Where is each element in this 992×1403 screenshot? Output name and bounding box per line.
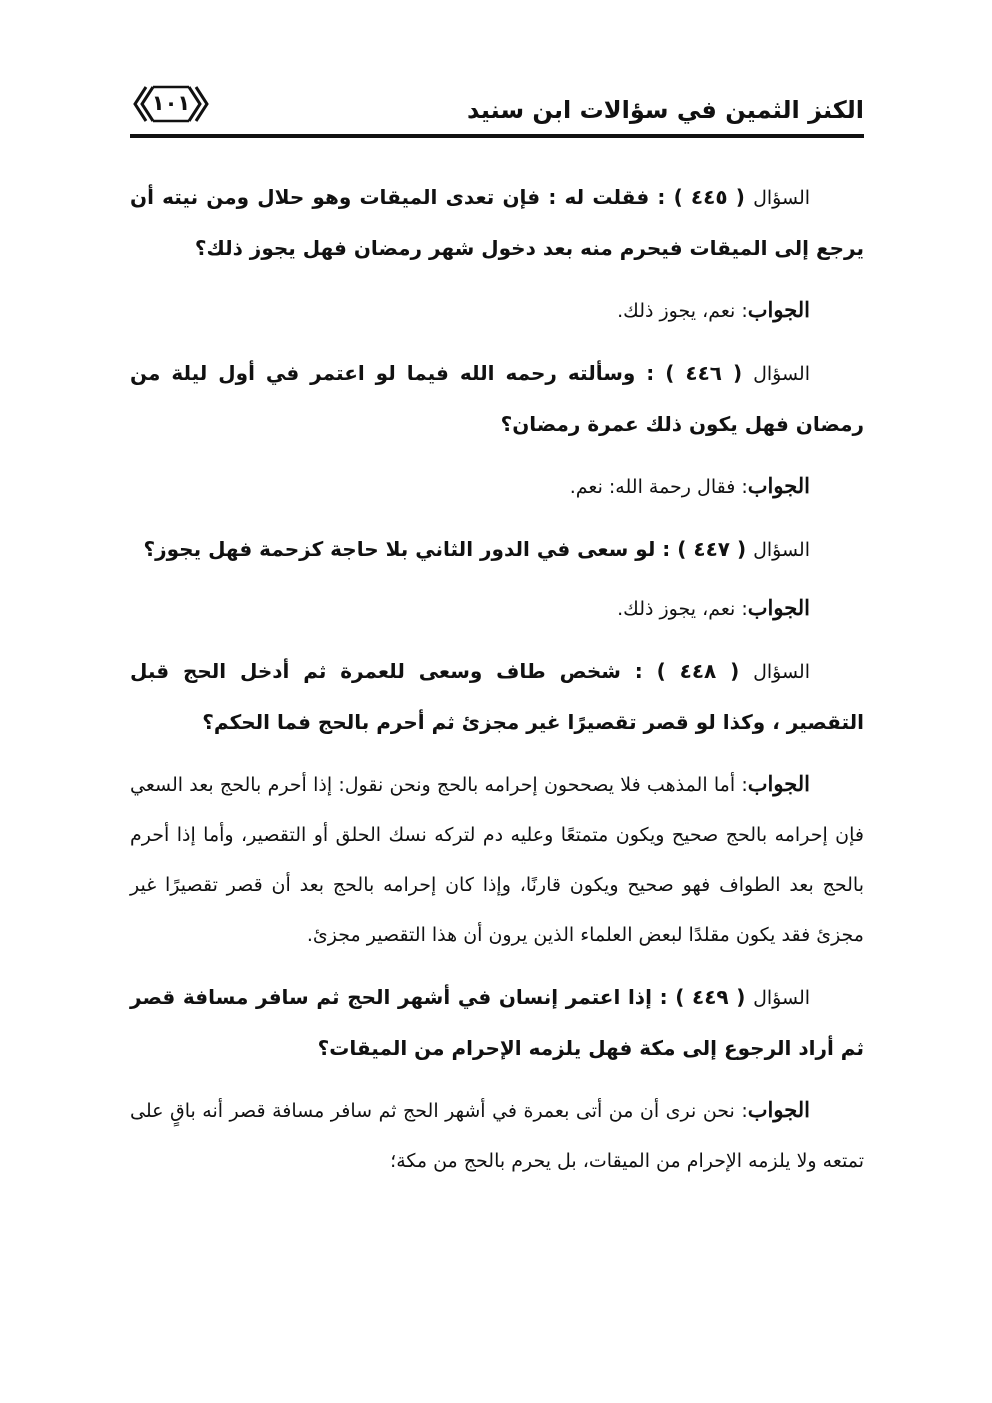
question-number: ( ٤٤٦ ) : [646, 361, 743, 385]
answer-text: : نعم، يجوز ذلك. [617, 598, 748, 620]
question-text: شخص طاف وسعى للعمرة ثم أدخل الحج قبل التقصير ، وكذا لو قصر تقصيرًا غير مجزئ ثم أحرم بالحج فما الحكم؟ [130, 659, 864, 734]
book-title: الكنز الثمين في سؤالات ابن سنيد [467, 96, 864, 124]
qa-content [130, 172, 864, 1186]
answer-label: الجواب [747, 1097, 810, 1122]
question-label: السؤال [753, 187, 811, 209]
document-page [130, 78, 864, 1198]
question-number: ( ٤٤٨ ) : [634, 659, 740, 683]
answer-label: الجواب [747, 771, 810, 796]
page-header [130, 78, 864, 136]
question-text: وسألته رحمه الله فيما لو اعتمر في أول ليلة من رمضان فهل يكون ذلك عمرة رمضان؟ [130, 361, 864, 436]
answer-445 [130, 285, 864, 336]
question-label: السؤال [753, 539, 810, 561]
answer-text: : فقال رحمة الله: نعم. [569, 476, 748, 498]
answer-label: الجواب [747, 297, 810, 322]
answer-label: الجواب [747, 473, 810, 498]
answer-label: الجواب [747, 595, 810, 620]
answer-447 [130, 583, 864, 634]
question-449 [130, 972, 864, 1073]
question-text: لو سعى في الدور الثاني بلا حاجة كزحمة فهل يجوز؟ [143, 537, 656, 561]
question-number: ( ٤٤٥ ) : [657, 185, 745, 209]
page-number-frame [132, 84, 210, 124]
answer-text: : نحن نرى أن من أتى بعمرة في أشهر الحج ثم سافر مسافة قصر أنه باقٍ على تمتعه ولا يلزمه الإحرام من الميقات، بل يحرم بالحج من مكة؛ [130, 1100, 864, 1172]
answer-449 [130, 1085, 864, 1186]
question-label: السؤال [753, 363, 810, 385]
question-text: إذا اعتمر إنسان في أشهر الحج ثم سافر مسافة قصر ثم أراد الرجوع إلى مكة فهل يلزمه الإحرام من الميقات؟ [130, 985, 864, 1060]
answer-446 [130, 461, 864, 512]
question-number: ( ٤٤٩ ) : [659, 985, 746, 1009]
question-445 [130, 172, 864, 273]
answer-text: : أما المذهب فلا يصححون إحرامه بالحج ونحن نقول: إذا أحرم بالحج بعد السعي فإن إحرامه بالحج صحيح ويكون متمتعًا وعليه دم لتركه نسك الحلق أو التقصير، وأما إذا أحرم بالحج بعد الطواف فهو صحيح ويكون قارنًا، وإذا كان إحرامه بالحج بعد أن قصر تقصيرًا غير مجزئ فقد يكون مقلدًا لبعض العلماء الذين يرون أن هذا التقصير مجزئ. [130, 774, 864, 946]
question-label: السؤال [753, 987, 811, 1009]
answer-448 [130, 759, 864, 960]
question-number: ( ٤٤٧ ) : [662, 537, 747, 561]
answer-text: : نعم، يجوز ذلك. [617, 300, 748, 322]
question-label: السؤال [753, 661, 810, 683]
question-446 [130, 348, 864, 449]
page-number: ١٠١ [151, 91, 191, 115]
question-447 [130, 524, 864, 575]
header-divider [130, 134, 864, 138]
question-448 [130, 646, 864, 747]
question-text: فقلت له : فإن تعدى الميقات وهو حلال ومن نيته أن يرجع إلى الميقات فيحرم منه بعد دخول شهر رمضان فهل يجوز ذلك؟ [130, 185, 864, 260]
